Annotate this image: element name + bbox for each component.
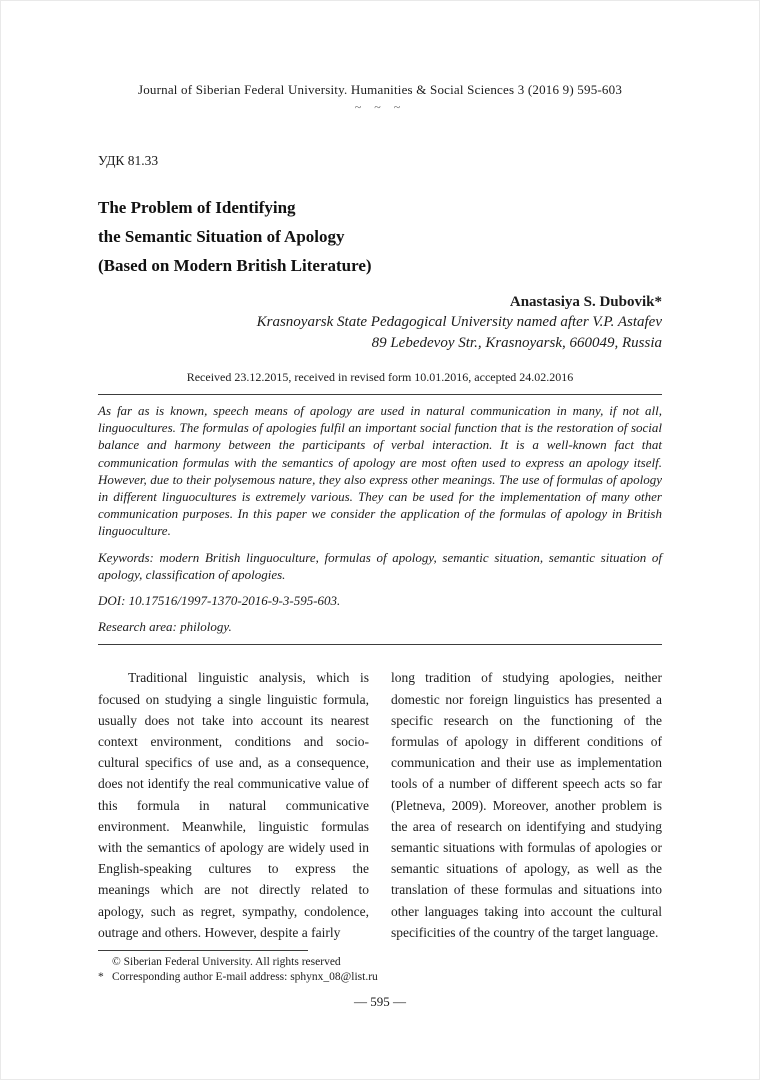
abstract-top-rule — [98, 394, 662, 395]
body-column-left: Traditional linguistic analysis, which is focused on studying a single linguistic formula, usually does not take into account its nearest context environment, conditions and socio-cultural specifics of use and, as a consequence, does not identify the real communicative value of this formula in natural communicative environment. Meanwhile, linguistic formulas with the semantics of apology are widely used in English-speaking cultures to express the meanings which are not directly related to apology, such as regret, sympathy, condolence, outrage and others. However, despite a fairly — [98, 670, 369, 940]
research-area-line: Research area: philology. — [98, 619, 232, 635]
abstract-text: As far as is known, speech means of apology are used in natural communication in many, if not all, linguocultures. The formulas of apologies fulfil an important social function that is the restoration of social balance and harmony between the participants of verbal interaction. It is a well-known fact that communication formulas with the semantics of apology are most often used to express an apology itself. However, due to their polysemous nature, they also express other meanings. The use of formulas of apology in different linguocultures is extremely various. They can be used for the implementation of many other communication purposes. In this paper we consider the application of the formulas of apology in British linguoculture. — [98, 403, 662, 539]
abstract-bottom-rule — [98, 644, 662, 645]
corresponding-author-text: Corresponding author E-mail address: sphynx_08@list.ru — [112, 971, 378, 984]
corresponding-author-line — [98, 970, 662, 985]
affiliation-line-2: 89 Lebedevoy Str., Krasnoyarsk, 660049, Russia — [371, 335, 662, 351]
author-block — [98, 292, 662, 354]
doi-line: DOI: 10.17516/1997-1370-2016-9-3-595-603. — [98, 593, 341, 609]
article-title — [98, 193, 662, 280]
author-name: Anastasiya S. Dubovik* — [509, 294, 662, 310]
footnote-separator-rule — [98, 950, 308, 951]
keywords-line: Keywords: modern British linguoculture, formulas of apology, semantic situation, semantic situation of apology, classification of apologies. — [98, 549, 662, 582]
affiliation-line-1: Krasnoyarsk State Pedagogical University named after V.P. Astafev — [256, 314, 662, 330]
body-columns — [98, 667, 662, 943]
udk-code: УДК 81.33 — [98, 153, 159, 168]
journal-header-line: Journal of Siberian Federal University. Humanities & Social Sciences 3 (2016 9) 595-603 — [137, 82, 623, 97]
footnotes — [98, 950, 662, 985]
page-number: — 595 — — [354, 994, 406, 1010]
tilde-ornament: ~ ~ ~ — [354, 100, 406, 114]
article-title-line-1: The Problem of Identifying — [98, 198, 296, 217]
body-column-right: long tradition of studying apologies, neither domestic nor foreign linguistics has presented a specific research on the functioning of the formulas of apology in different conditions of communication and their use as implementation tools of a number of different speech acts so far (Pletneva, 2009). Moreover, another problem is the area of research on identifying and studying semantic situations with formulas of apologies or semantic situations of apology, as well as the translation of these formulas and situations into other languages taking into account the cultural specificities of the country of the target language. — [391, 670, 662, 940]
copyright-line: © Siberian Federal University. All rights reserved — [112, 956, 341, 969]
footnote-marker: * — [98, 971, 104, 984]
article-title-line-2: the Semantic Situation of Apology — [98, 227, 345, 246]
article-title-line-3: (Based on Modern British Literature) — [98, 256, 372, 275]
received-dates: Received 23.12.2015, received in revised form 10.01.2016, accepted 24.02.2016 — [186, 370, 574, 384]
